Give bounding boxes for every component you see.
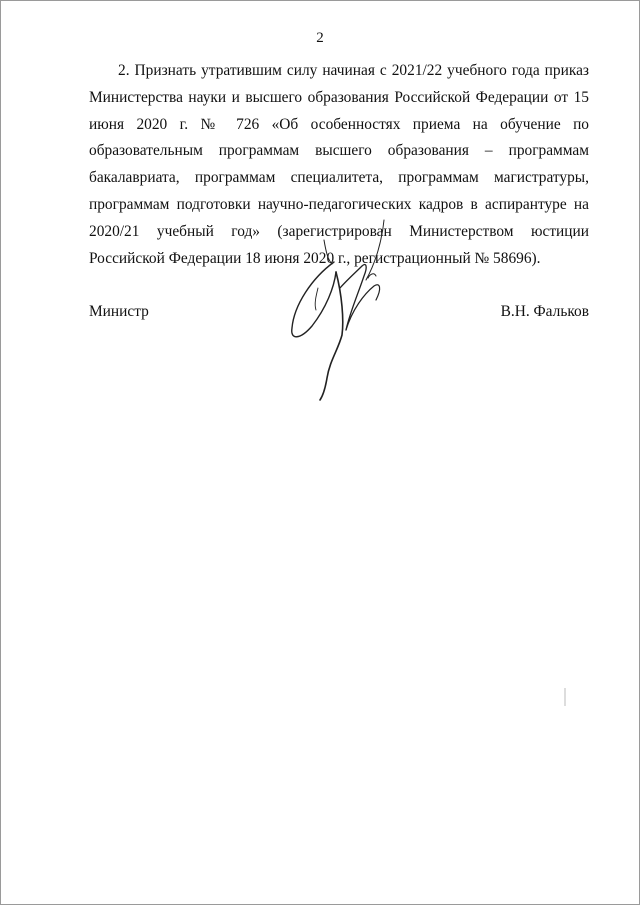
page-number: 2	[316, 30, 324, 46]
margin-mark	[564, 688, 566, 706]
signatory-title: Министр	[89, 303, 149, 320]
signatory-name: В.Н. Фальков	[500, 303, 589, 320]
body-paragraph: 2. Признать утратившим силу начиная с 2021/22 учебного года приказ Министерства науки и высшего образования Российской Федерации от 15 июня 2020 г. № 726 «Об особенностях приема на обучение по образовательным программам высшего образования – программам бакалавриата, программам специалитета, программам магистратуры, программам подготовки научно-педагогических кадров в аспирантуре на 2020/21 учебный год» (зарегистрирован Министерством юстиции Российской Федерации 18 июня 2020 г., регистрационный № 58696).	[89, 62, 589, 267]
